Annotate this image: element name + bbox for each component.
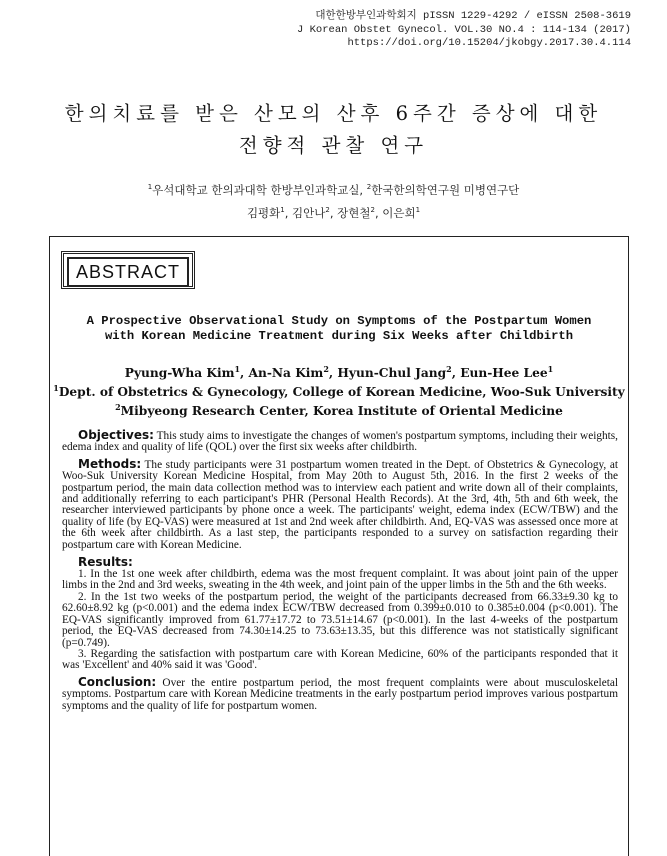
journal-citation: J Korean Obstet Gynecol. VOL.30 NO.4 : 114-134 (2017) (297, 23, 631, 36)
objectives-section (62, 430, 618, 454)
english-title-line2: with Korean Medicine Treatment during Six Weeks after Childbirth (104, 329, 574, 343)
abstract-sections (62, 430, 618, 717)
abstract-box (49, 236, 629, 856)
korean-title-line1: 한의치료를 받은 산모의 산후 6주간 증상에 대한 (64, 102, 603, 125)
affil-text: Mibyeong Research Center, Korea Institute of Oriental Medicine (120, 404, 563, 419)
author-name: Eun-Hee Lee (460, 366, 548, 381)
affil-org-1: 우석대학교 한의과대학 한방부인과학교실, (152, 182, 367, 197)
conclusion-text: Over the entire postpartum period, the most frequent complaints were about musculoskeletal symptoms. Postpartum care with Korean Medicine treatments in the early postpartum period improves various postpartum symptoms and the quality of life for postpartum women. (62, 676, 618, 712)
author-name: 장현철 (337, 205, 371, 220)
korean-title-line2: 전향적 관찰 연구 (238, 134, 429, 157)
affil-org-2: 한국한의학연구원 미병연구단 (371, 182, 520, 197)
english-authors-block (42, 362, 636, 419)
korean-affiliations (0, 177, 667, 223)
korean-affiliation-line (0, 177, 667, 200)
author-name: 이은희 (382, 205, 416, 220)
author-name: 김안나 (292, 205, 326, 220)
author-sup: 1 (415, 205, 421, 214)
english-authors: Pyung-Wha Kim$^1$, An-Na Kim$^2$, Hyun-Chul Jang$^2$, Eun-Hee Lee$^1$ (124, 364, 554, 381)
affil-sup: 1 (147, 183, 153, 191)
abstract-label-box (61, 251, 195, 289)
journal-doi-link[interactable]: https://doi.org/10.15204/jkobgy.2017.30.4.114 (347, 37, 631, 49)
author-sup: 1 (280, 205, 285, 214)
methods-section (62, 456, 618, 551)
author-sup: 2 (325, 205, 330, 214)
objectives-text: This study aims to investigate the changes of women's postpartum symptoms, including their weights, edema index and quality of life (QOL) over the first six weeks after childbirth. (62, 430, 618, 454)
korean-title (0, 98, 667, 162)
affil-sup: 2 (115, 402, 121, 413)
author-name: An-Na Kim (248, 366, 324, 381)
journal-header (191, 10, 631, 51)
results-item: 3. Regarding the satisfaction with postpartum care with Korean Medicine, 60% of the participants responded that it was 'Excellent' and 40% said it was 'Good'. (62, 647, 618, 672)
author-sup: 2 (370, 205, 375, 214)
conclusion-heading: Conclusion: (78, 674, 157, 689)
affil-sup: 2 (366, 183, 372, 191)
results-item: 1. In the 1st one week after childbirth, edema was the most frequent complaint. It was about joint pain of the upper limbs in the 2nd and 3rd weeks, sweating in the 4th week, and joint pain of the upper limbs in the 5th and the 6th weeks. (62, 568, 618, 592)
author-sup: 1 (547, 364, 554, 374)
affil-text: Dept. of Obstetrics & Gynecology, College of Korean Medicine, Woo-Suk University (58, 385, 625, 400)
methods-text: The study participants were 31 postpartum women treated in the Dept. of Obstetrics & Gynecology, at Woo-Suk University Korean Medicine Hospital, from May 20th to August 5th, 2016. In the first 2 weeks of the postpartum period, the main data collection method was to interview each patient and write down all of their complaints, and additionally referring to each participant's PHR (Personal Health Records). At the 3rd, 4th, 5th and 6th week, the researcher interviewed participants by phone once a week. The participants' weight, edema index (ECW/TBW) and the quality of life (by EQ-VAS) were measured at 1st and 2nd week after childbirth. And, EQ-VAS was assessed once more at the 6th week after childbirth. As a last step, the participants responded to a survey on satisfaction regarding their postpartum care with Korean Medicine. (62, 458, 618, 551)
english-affiliation-2 (42, 400, 636, 419)
results-heading: Results: (78, 555, 133, 570)
results-section (62, 556, 618, 672)
author-sup: 1 (234, 364, 241, 374)
author-name: Hyun-Chul Jang (337, 366, 447, 381)
conclusion-section (62, 674, 618, 712)
journal-issn: 대한한방부인과학회지 pISSN 1229-4292 / eISSN 2508-3619 (315, 10, 631, 22)
objectives-heading: Objectives: (78, 428, 154, 442)
affil-sup: 1 (53, 383, 59, 394)
korean-authors: 김평화$^1$, 김안나$^2$, 장현철$^2$, 이은희$^1$ (246, 205, 421, 220)
author-name: Pyung-Wha Kim (124, 366, 235, 381)
results-item: 2. In the 1st two weeks of the postpartum period, the weight of the participants decreased from 66.33±9.30 kg to 62.60±8.92 kg (p<0.001) and the edema index ECW/TBW decreased from 0.399±0.010 to 0.385±0.004 (p<0.001). The EQ-VAS significantly improved from 61.77±17.72 to 73.51±14.67 (p<0.001). In the last 4-weeks of the postpartum period, the EQ-VAS decreased from 74.30±14.25 to 73.63±13.35, but this difference was not statistically significant (p=0.749). (62, 590, 618, 649)
methods-heading: Methods: (78, 456, 142, 471)
abstract-label: ABSTRACT (67, 257, 189, 287)
english-title (50, 314, 628, 344)
english-affiliation-1 (42, 381, 636, 400)
author-name: 김평화 (246, 205, 281, 220)
author-sup: 2 (446, 364, 452, 374)
english-title-line1: A Prospective Observational Study on Symptoms of the Postpartum Women (86, 314, 592, 328)
author-sup: 2 (323, 364, 329, 374)
